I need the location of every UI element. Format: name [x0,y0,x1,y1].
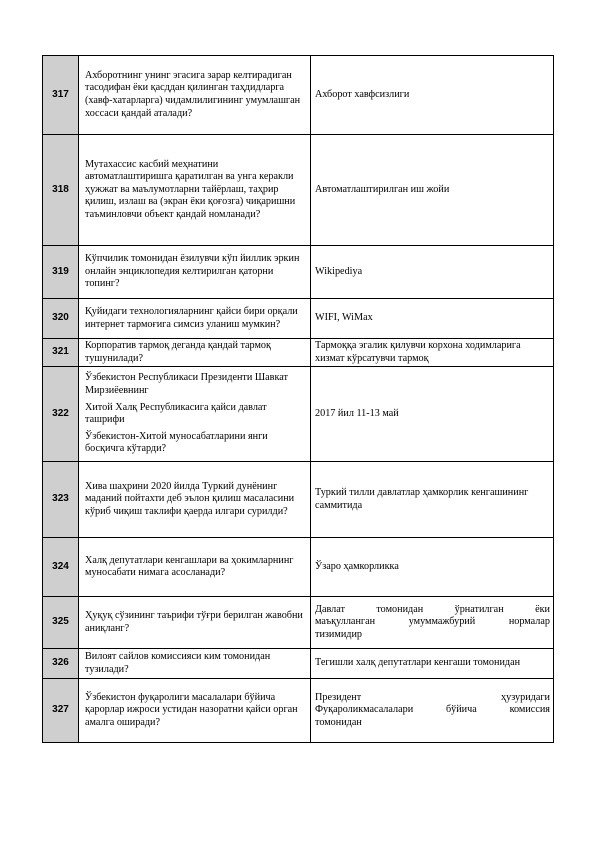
row-number: 324 [43,538,79,597]
question-cell: Ўзбекистон фуқаролиги масалалари бўйича қарорлар ижроси устидан назоратни қайси орган амалга оширади? [79,679,311,743]
answer-cell: Тегишли халқ депутатлари кенгаши томонидан [311,649,554,679]
row-number: 326 [43,649,79,679]
question-part: Ўзбекистон-Хитой муносабатларини янги босқичга кўтарди? [85,430,268,455]
answer-line: маъқулланган умуммажбурий нормалар [315,616,550,628]
question-cell: Ахборотнинг унинг эгасига зарар келтирадиган тасодифан ёки қасддан қилинган таҳдидларга (хавф-хатарларга) чидамлилигининг умумлашган хоссаси қандай аталади? [79,56,311,135]
table-row [43,462,554,538]
table-row [43,538,554,597]
question-cell: Корпоратив тармоқ деганда қандай тармоқ тушунилади? [79,339,311,367]
row-number: 318 [43,135,79,246]
table-row [43,649,554,679]
answer-cell: Ўзаро ҳамкорликка [311,538,554,597]
question-part: Хитой Халқ Республикасига қайси давлат ташрифи [85,401,267,426]
table-row [43,135,554,246]
answer-line: Президент ҳузуридаги [315,691,550,703]
qa-table [42,55,554,743]
answer-cell: Ахборот хавфсизлиги [311,56,554,135]
row-number: 323 [43,462,79,538]
table-row [43,367,554,462]
answer-cell: WIFI, WiMax [311,299,554,339]
answer-cell: Wikipediya [311,246,554,299]
answer-line: тизимидир [315,628,363,640]
row-number: 317 [43,56,79,135]
question-part: Ўзбекистон Республикаси Президенти Шавкат Мирзиёевнинг [85,372,288,396]
question-cell: Хива шаҳрини 2020 йилда Туркий дунёнинг маданий пойтахти деб эълон қилиш масаласини кўриб чиқиш таклифи қаерда илгари сурилди? [79,462,311,538]
answer-cell: Автоматлаштирилган иш жойи [311,135,554,246]
table-row [43,679,554,743]
row-number: 325 [43,597,79,649]
table-row [43,56,554,135]
table-row [43,246,554,299]
answer-line: Давлат томонидан ўрнатилган ёки [315,603,550,615]
answer-cell [311,679,554,743]
row-number: 320 [43,299,79,339]
answer-line: Фуқароликмасалалари бўйича комиссия [315,704,550,716]
answer-cell [311,597,554,649]
answer-cell: Туркий тилли давлатлар ҳамкорлик кенгашининг саммитида [311,462,554,538]
question-cell: Ҳуқуқ сўзининг таърифи тўғри берилган жавобни аниқланг? [79,597,311,649]
question-cell: Кўпчилик томонидан ёзилувчи кўп йиллик эркин онлайн энциклопедия келтирилган қаторни топинг? [79,246,311,299]
table-row [43,299,554,339]
answer-line: томонидан [315,716,362,728]
question-cell: Қуйидаги технологияларнинг қайси бири орқали интернет тармоғига симсиз уланиш мумкин? [79,299,311,339]
question-cell: Мутахассис касбий меҳнатини автоматлаштиришга қаратилган ва унга керакли ҳужжат ва маълумотларни тайёрлаш, таҳрир қилиш, излаш ва (экран ёки қоғозга) чиқаришни таъминловчи объект қандай номланади? [79,135,311,246]
table-row [43,597,554,649]
row-number: 321 [43,339,79,367]
question-cell [79,367,311,462]
question-cell: Халқ депутатлари кенгашлари ва ҳокимларнинг муносабати нимага асосланади? [79,538,311,597]
table-row [43,339,554,367]
answer-cell: 2017 йил 11-13 май [311,367,554,462]
row-number: 322 [43,367,79,462]
answer-cell: Тармоққа эгалик қилувчи корхона ходимларига хизмат кўрсатувчи тармоқ [311,339,554,367]
question-cell: Вилоят сайлов комиссияси ким томонидан тузилади? [79,649,311,679]
row-number: 327 [43,679,79,743]
row-number: 319 [43,246,79,299]
